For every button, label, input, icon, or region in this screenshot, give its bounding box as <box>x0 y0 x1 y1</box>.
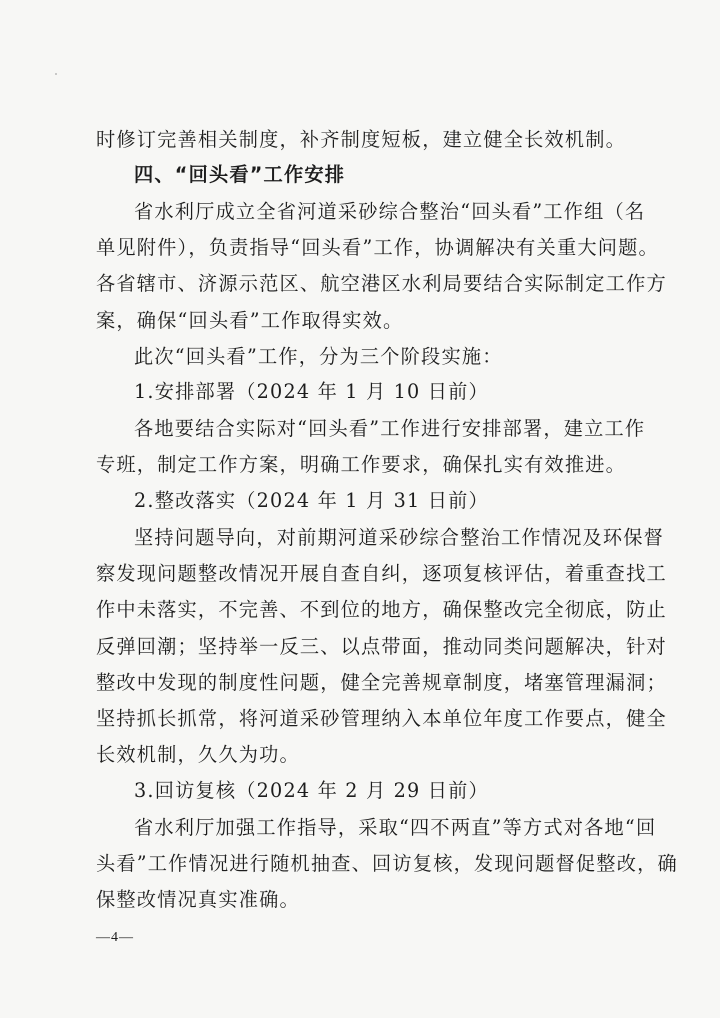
subsection-heading: 1.安排部署（2024 年 1 月 10 日前） <box>134 380 489 403</box>
paragraph-line: 单见附件），负责指导“回头看”工作，协调解决有关重大问题。 <box>96 236 659 259</box>
page-number: —4— <box>96 930 134 945</box>
paragraph-line: 各地要结合实际对“回头看”工作进行安排部署，建立工作 <box>134 417 646 440</box>
paragraph-line: 坚持问题导向，对前期河道采砂综合整治工作情况及环保督 <box>134 526 665 549</box>
subsection-heading: 3.回访复核（2024 年 2 月 29 日前） <box>134 779 489 802</box>
paragraph-line: 头看”工作情况进行随机抽查、回访复核，发现问题督促整改，确 <box>96 852 678 875</box>
paragraph-line: 省水利厅加强工作指导，采取“四不两直”等方式对各地“回 <box>134 816 657 839</box>
section-heading: 四、“回头看”工作安排 <box>134 163 346 186</box>
paragraph-line: 此次“回头看”工作，分为三个阶段实施： <box>134 345 503 368</box>
paragraph-line: 作中未落实，不完善、不到位的地方，确保整改完全彻底，防止 <box>96 598 667 621</box>
paragraph-line: 各省辖市、济源示范区、航空港区水利局要结合实际制定工作方 <box>96 272 667 295</box>
paragraph-line: 案，确保“回头看”工作取得实效。 <box>96 309 404 332</box>
paragraph-line: 保整改情况真实准确。 <box>96 888 300 911</box>
subsection-heading: 2.整改落实（2024 年 1 月 31 日前） <box>134 489 489 512</box>
paragraph-line: 长效机制，久久为功。 <box>96 743 300 766</box>
paragraph-line: 坚持抓长抓常，将河道采砂管理纳入本单位年度工作要点，健全 <box>96 707 667 730</box>
paragraph-line: 专班，制定工作方案，明确工作要求，确保扎实有效推进。 <box>96 453 627 476</box>
paragraph-line: 反弹回潮；坚持举一反三、以点带面，推动同类问题解决，针对 <box>96 635 667 658</box>
paragraph-line: 察发现问题整改情况开展自查自纠，逐项复核评估，着重查找工 <box>96 562 667 585</box>
paragraph-line: 省水利厅成立全省河道采砂综合整治“回头看”工作组（名 <box>134 200 646 223</box>
paragraph-line: 时修订完善相关制度，补齐制度短板，建立健全长效机制。 <box>96 128 627 151</box>
paragraph-line: 整改中发现的制度性问题，健全完善规章制度，堵塞管理漏洞； <box>96 671 667 694</box>
scan-speck <box>55 73 57 75</box>
